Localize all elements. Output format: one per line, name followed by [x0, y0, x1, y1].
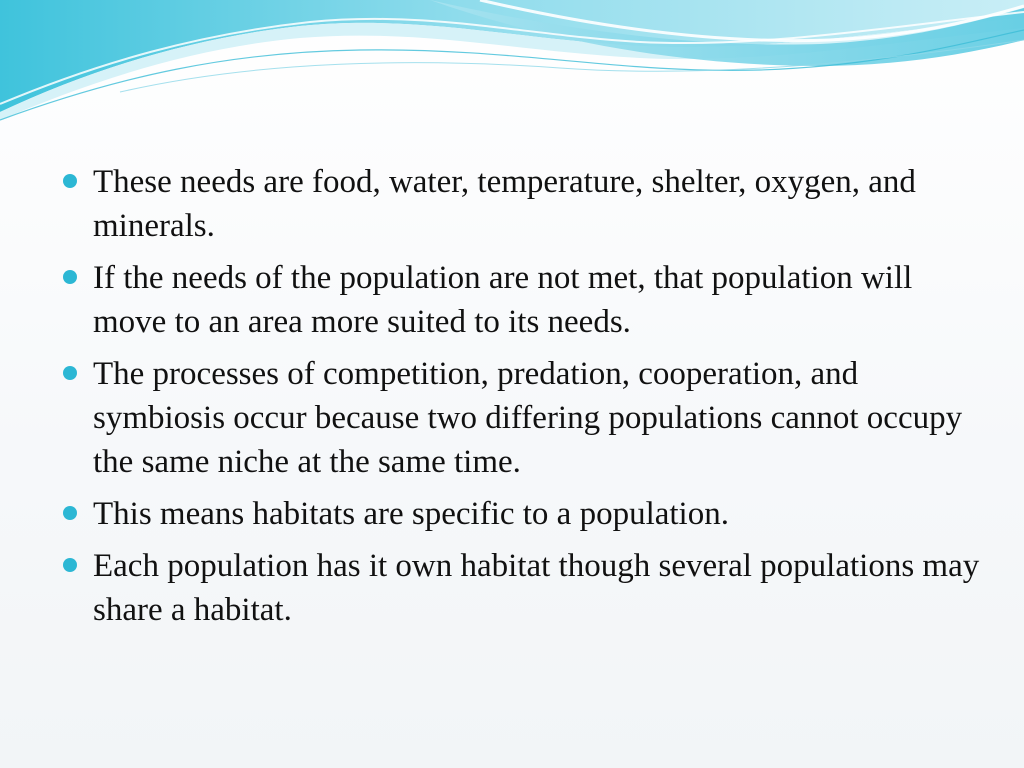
bullet-text: This means habitats are specific to a population. — [93, 496, 729, 532]
bullet-item — [62, 256, 982, 344]
bullet-item — [62, 352, 982, 484]
bullet-text: If the needs of the population are not met, that population will move to an area more suited to its needs. — [93, 260, 913, 340]
bullet-text: These needs are food, water, temperature, shelter, oxygen, and minerals. — [93, 164, 916, 244]
slide-body — [62, 160, 982, 640]
bullet-item — [62, 492, 982, 536]
wave-header-decoration — [0, 0, 1024, 130]
bullet-text: Each population has it own habitat though several populations may share a habitat. — [93, 548, 980, 628]
bullet-dot-icon — [63, 558, 77, 572]
bullet-dot-icon — [63, 366, 77, 380]
bullet-list — [62, 160, 982, 632]
bullet-text: The processes of competition, predation, cooperation, and symbiosis occur because two differing populations cannot occupy the same niche at the same time. — [93, 356, 963, 480]
bullet-item — [62, 160, 982, 248]
bullet-dot-icon — [63, 506, 77, 520]
bullet-item — [62, 544, 982, 632]
bullet-dot-icon — [63, 270, 77, 284]
bullet-dot-icon — [63, 174, 77, 188]
